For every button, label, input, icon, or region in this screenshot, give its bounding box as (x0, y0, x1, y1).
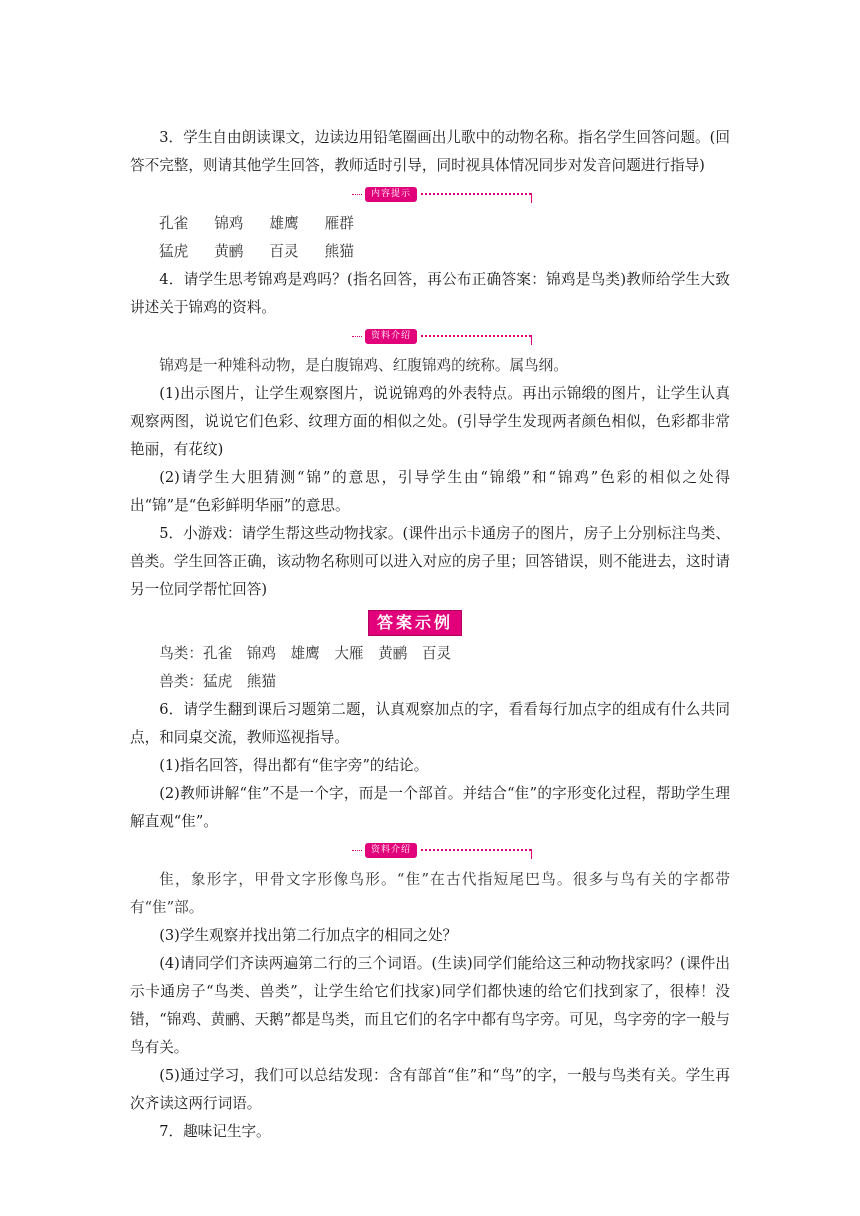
vocab-word: 熊猫 (324, 243, 354, 260)
step-6-4-paragraph: (4)请同学们齐读两遍第二行的三个词语。(生读)同学们能给这三种动物找家吗？(课件出示卡通房子“鸟类、兽类”，让学生给它们找家)同学们都快速的给它们找到家了，很棒！没错，“锦鸡、黄鹂、天鹅”都是鸟类，而且它们的名字中都有鸟字旁。可见，鸟字旁的字一般与鸟有关。 (130, 955, 730, 1056)
step-4-1-paragraph: (1)出示图片，让学生观察图片，说说锦鸡的外表特点。再出示锦缎的图片，让学生认真观察两图，说说它们色彩、纹理方面的相似之处。(引导学生发现两者颜色相似，色彩都非常艳丽，有花纹) (130, 385, 730, 458)
step-3-paragraph: 3．学生自由朗读课文，边读边用铅笔圈画出儿歌中的动物名称。指名学生回答问题。(回答不完整，则请其他学生回答，教师适时引导，同时视具体情况同步对发音问题进行指导) (130, 129, 730, 174)
document-body (130, 124, 730, 1146)
vocab-row-2 (130, 238, 730, 266)
content-hint-banner (130, 182, 730, 204)
vocab-word: 黄鹂 (214, 243, 244, 260)
vocab-word: 雄鹰 (269, 215, 299, 232)
info-paragraph-radical: 隹，象形字，甲骨文字形像鸟形。“隹”在古代指短尾巴鸟。很多与鸟有关的字都带有“隹”部。 (130, 871, 730, 916)
info-tag-1: 资料介绍 (365, 329, 417, 344)
content-hint-tag: 内容提示 (365, 187, 417, 202)
step-7-paragraph: 7．趣味记生字。 (159, 1123, 271, 1140)
step-6-2-paragraph: (2)教师讲解“隹”不是一个字，而是一个部首。并结合“隹”的字形变化过程，帮助学生理解直观“隹”。 (130, 785, 730, 830)
vocab-word: 雁群 (324, 215, 354, 232)
vocab-word: 孔雀 (159, 215, 189, 232)
vocab-word: 百灵 (269, 243, 299, 260)
step-5-paragraph: 5．小游戏：请学生帮这些动物找家。(课件出示卡通房子的图片，房子上分别标注鸟类、兽类。学生回答正确，该动物名称则可以进入对应的房子里；回答错误，则不能进去，这时请另一位同学帮忙回答) (130, 525, 730, 598)
info-banner-1 (130, 324, 730, 346)
answer-example-tag: 答案示例 (368, 610, 462, 636)
vocab-row-1 (130, 210, 730, 238)
birds-answer-line: 鸟类：孔雀 锦鸡 雄鹰 大雁 黄鹂 百灵 (159, 645, 452, 662)
step-6-5-paragraph: (5)通过学习，我们可以总结发现：含有部首“隹”和“鸟”的字，一般与鸟类有关。学生再次齐读这两行词语。 (130, 1067, 730, 1112)
info-banner-2 (130, 838, 730, 860)
beasts-answer-line: 兽类：猛虎 熊猫 (159, 673, 276, 690)
step-4-paragraph: 4．请学生思考锦鸡是鸡吗？(指名回答，再公布正确答案：锦鸡是鸟类)教师给学生大致讲述关于锦鸡的资料。 (130, 271, 730, 316)
info-paragraph-golden-pheasant: 锦鸡是一种雉科动物，是白腹锦鸡、红腹锦鸡的统称。属鸟纲。 (159, 357, 568, 374)
answer-example-banner (130, 610, 730, 636)
info-tag-2: 资料介绍 (365, 843, 417, 858)
vocab-word: 锦鸡 (214, 215, 244, 232)
vocab-word: 猛虎 (159, 243, 189, 260)
step-6-paragraph: 6．请学生翻到课后习题第二题，认真观察加点的字，看看每行加点字的组成有什么共同点，和同桌交流，教师巡视指导。 (130, 701, 730, 746)
step-6-3-paragraph: (3)学生观察并找出第二行加点字的相同之处？ (159, 927, 458, 944)
step-4-2-paragraph: (2)请学生大胆猜测“锦”的意思，引导学生由“锦缎”和“锦鸡”色彩的相似之处得出“锦”是“色彩鲜明华丽”的意思。 (130, 469, 730, 514)
step-6-1-paragraph: (1)指名回答，得出都有“隹字旁”的结论。 (159, 757, 429, 774)
